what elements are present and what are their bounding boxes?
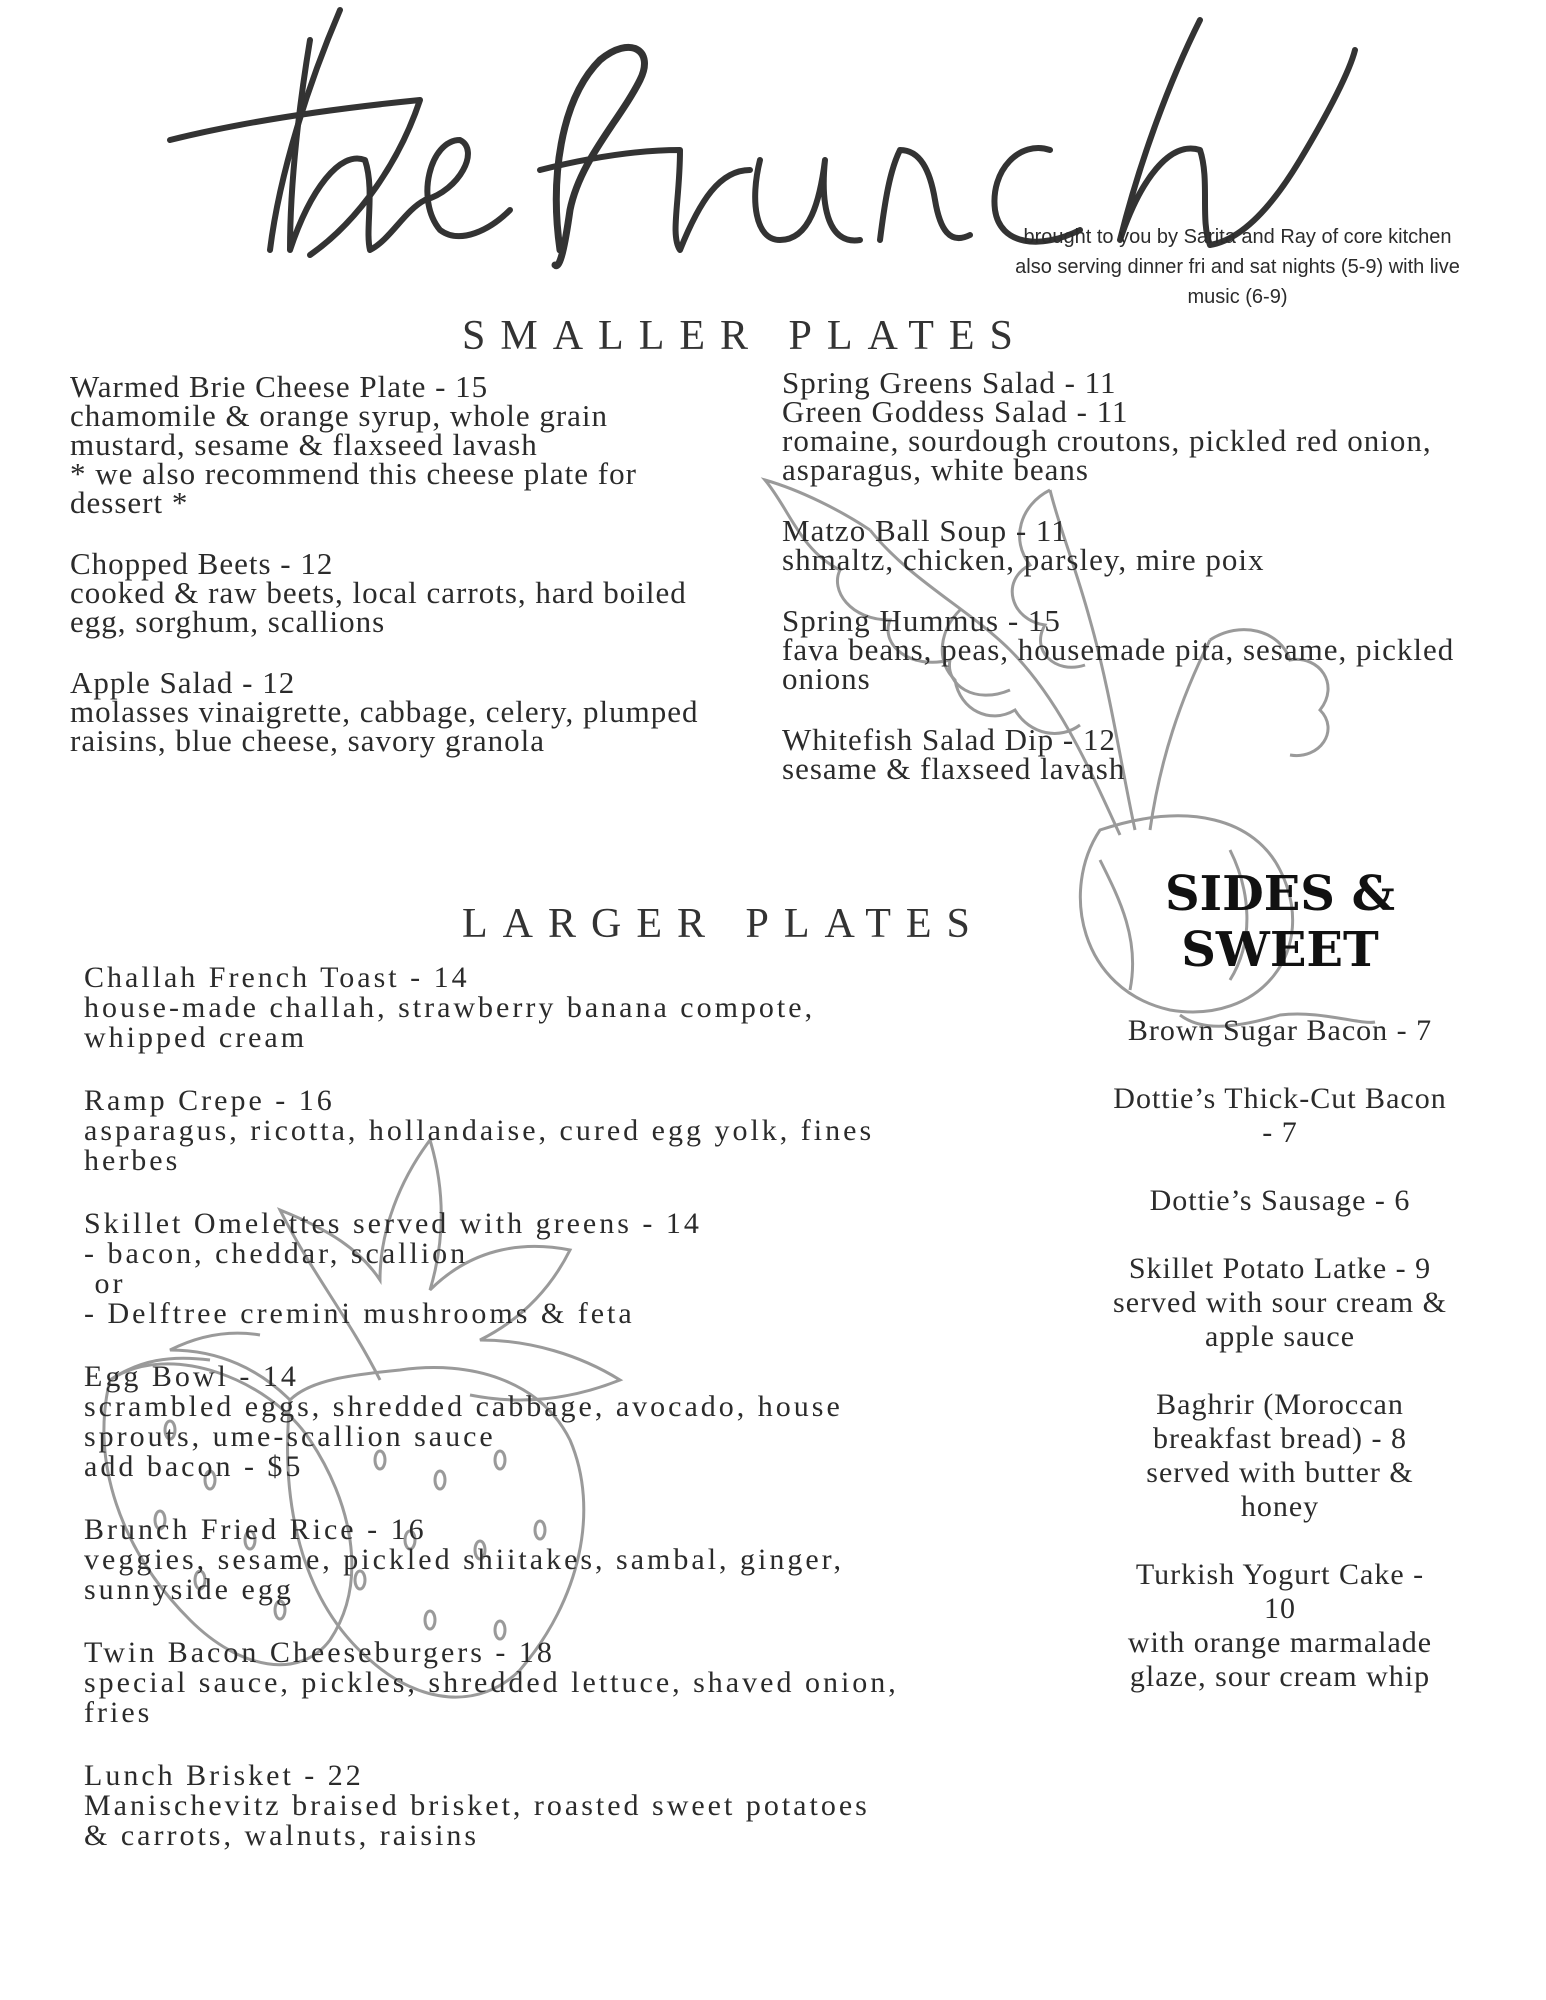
menu-item bbox=[782, 513, 1532, 577]
tagline-line: also serving dinner fri and sat nights (5-9) with live bbox=[1015, 256, 1460, 278]
menu-item-line: & carrots, walnuts, raisins bbox=[84, 1819, 480, 1852]
menu-item-line: breakfast bread) - 8 bbox=[1152, 1422, 1408, 1455]
menu-item-line: Baghrir (Moroccan bbox=[1156, 1388, 1404, 1421]
menu-item bbox=[70, 665, 790, 758]
menu-item-line: sprouts, ume-scallion sauce bbox=[84, 1420, 496, 1453]
menu-item-line: 10 bbox=[1264, 1592, 1296, 1625]
menu-item-line: dessert * bbox=[70, 485, 189, 520]
menu-item-line: onions bbox=[782, 661, 871, 696]
menu-item-line: asparagus, ricotta, hollandaise, cured egg yolk, fines bbox=[84, 1114, 875, 1147]
menu-item-line: egg, sorghum, scallions bbox=[70, 604, 386, 639]
menu-item-line: Turkish Yogurt Cake - bbox=[1135, 1558, 1425, 1591]
menu-item bbox=[1045, 1558, 1515, 1694]
menu-item bbox=[84, 1209, 1044, 1329]
sides-column bbox=[1045, 1014, 1515, 1728]
menu-item bbox=[70, 546, 790, 639]
menu-item-line: molasses vinaigrette, cabbage, celery, plumped bbox=[70, 694, 699, 729]
menu-item-line: scrambled eggs, shredded cabbage, avocado, house bbox=[84, 1390, 843, 1423]
menu-item-line: Brunch Fried Rice - 16 bbox=[84, 1513, 427, 1546]
sides-heading-line: SWEET bbox=[1181, 922, 1379, 978]
menu-item-line: * we also recommend this cheese plate for bbox=[70, 456, 637, 491]
menu-item-line: Warmed Brie Cheese Plate - 15 bbox=[70, 369, 489, 404]
menu-item-line: Spring Hummus - 15 bbox=[782, 603, 1061, 638]
menu-item bbox=[782, 603, 1532, 696]
menu-item-line: fries bbox=[84, 1696, 153, 1729]
menu-item-line: Green Goddess Salad - 11 bbox=[782, 394, 1129, 429]
menu-item-line: Dottie’s Thick-Cut Bacon bbox=[1113, 1082, 1447, 1115]
menu-item bbox=[84, 1638, 1044, 1728]
menu-item-line: Manischevitz braised brisket, roasted sweet potatoes bbox=[84, 1789, 870, 1822]
menu-item-line: raisins, blue cheese, savory granola bbox=[70, 723, 546, 758]
menu-item-line: romaine, sourdough croutons, pickled red onion, bbox=[782, 423, 1432, 458]
menu-item-line: Matzo Ball Soup - 11 bbox=[782, 513, 1068, 548]
menu-item-line: veggies, sesame, pickled shiitakes, sambal, ginger, bbox=[84, 1543, 844, 1576]
larger-plates-heading: LARGER PLATES bbox=[462, 901, 985, 947]
menu-item-line: cooked & raw beets, local carrots, hard boiled bbox=[70, 575, 687, 610]
menu-item-line: with orange marmalade bbox=[1127, 1626, 1433, 1659]
menu-item-line: sesame & flaxseed lavash bbox=[782, 751, 1126, 786]
menu-item bbox=[1045, 1082, 1515, 1150]
menu-item-line: - Delftree cremini mushrooms & feta bbox=[84, 1297, 635, 1330]
menu-item-line: Skillet Potato Latke - 9 bbox=[1128, 1252, 1432, 1285]
menu-item-line: fava beans, peas, housemade pita, sesame, pickled bbox=[782, 632, 1455, 667]
menu-item-line: Egg Bowl - 14 bbox=[84, 1360, 299, 1393]
menu-item-line: chamomile & orange syrup, whole grain bbox=[70, 398, 609, 433]
menu-item-line: or bbox=[84, 1267, 126, 1300]
menu-item-line: mustard, sesame & flaxseed lavash bbox=[70, 427, 538, 462]
menu-item-line: Apple Salad - 12 bbox=[70, 665, 296, 700]
menu-item-line: herbes bbox=[84, 1144, 181, 1177]
menu-item-line: Skillet Omelettes served with greens - 14 bbox=[84, 1207, 702, 1240]
smaller-plates-left-column bbox=[70, 369, 790, 787]
menu-item-line: honey bbox=[1240, 1490, 1320, 1523]
menu-item-line: apple sauce bbox=[1204, 1320, 1356, 1353]
menu-item-line: Whitefish Salad Dip - 12 bbox=[782, 722, 1116, 757]
menu-item bbox=[782, 722, 1532, 786]
menu-item bbox=[1045, 1252, 1515, 1354]
menu-item-line: Dottie’s Sausage - 6 bbox=[1149, 1184, 1411, 1217]
menu-item-line: glaze, sour cream whip bbox=[1129, 1660, 1431, 1693]
menu-item bbox=[70, 369, 790, 520]
menu-item-line: special sauce, pickles, shredded lettuce, shaved onion, bbox=[84, 1666, 899, 1699]
menu-item bbox=[84, 1362, 1044, 1482]
menu-item-line: served with sour cream & bbox=[1113, 1286, 1447, 1319]
menu-item-line: Chopped Beets - 12 bbox=[70, 546, 334, 581]
menu-item-line: Brown Sugar Bacon - 7 bbox=[1127, 1014, 1433, 1047]
menu-item-line: Twin Bacon Cheeseburgers - 18 bbox=[84, 1636, 555, 1669]
menu-item bbox=[84, 963, 1044, 1053]
menu-item-line: Ramp Crepe - 16 bbox=[84, 1084, 335, 1117]
sides-heading bbox=[1080, 866, 1480, 978]
menu-item bbox=[1045, 1388, 1515, 1524]
menu-item bbox=[1045, 1184, 1515, 1218]
sides-heading-line: SIDES & bbox=[1164, 866, 1396, 922]
menu-item bbox=[84, 1086, 1044, 1176]
smaller-plates-heading: SMALLER PLATES bbox=[462, 313, 1028, 359]
menu-item bbox=[782, 365, 1532, 487]
menu-item-line: whipped cream bbox=[84, 1021, 308, 1054]
menu-item-line: sunnyside egg bbox=[84, 1573, 294, 1606]
menu-item bbox=[84, 1761, 1044, 1851]
menu-item-line: Challah French Toast - 14 bbox=[84, 961, 470, 994]
tagline bbox=[965, 222, 1510, 312]
menu-item-line: - 7 bbox=[1262, 1116, 1298, 1149]
menu-item bbox=[84, 1515, 1044, 1605]
menu-item-line: asparagus, white beans bbox=[782, 452, 1089, 487]
menu-item-line: Spring Greens Salad - 11 bbox=[782, 365, 1117, 400]
menu-item-line: Lunch Brisket - 22 bbox=[84, 1759, 364, 1792]
menu-item-line: shmaltz, chicken, parsley, mire poix bbox=[782, 542, 1265, 577]
smaller-plates-right-column bbox=[782, 365, 1532, 815]
menu-item-line: house-made challah, strawberry banana compote, bbox=[84, 991, 816, 1024]
tagline-line: music (6-9) bbox=[1187, 286, 1288, 308]
menu-item-line: - bacon, cheddar, scallion bbox=[84, 1237, 469, 1270]
larger-plates-column bbox=[84, 963, 1044, 1884]
menu-item-line: served with butter & bbox=[1146, 1456, 1414, 1489]
tagline-line: brought to you by Sarita and Ray of core kitchen bbox=[1023, 226, 1452, 248]
menu-item-line: add bacon - $5 bbox=[84, 1450, 304, 1483]
menu-item bbox=[1045, 1014, 1515, 1048]
